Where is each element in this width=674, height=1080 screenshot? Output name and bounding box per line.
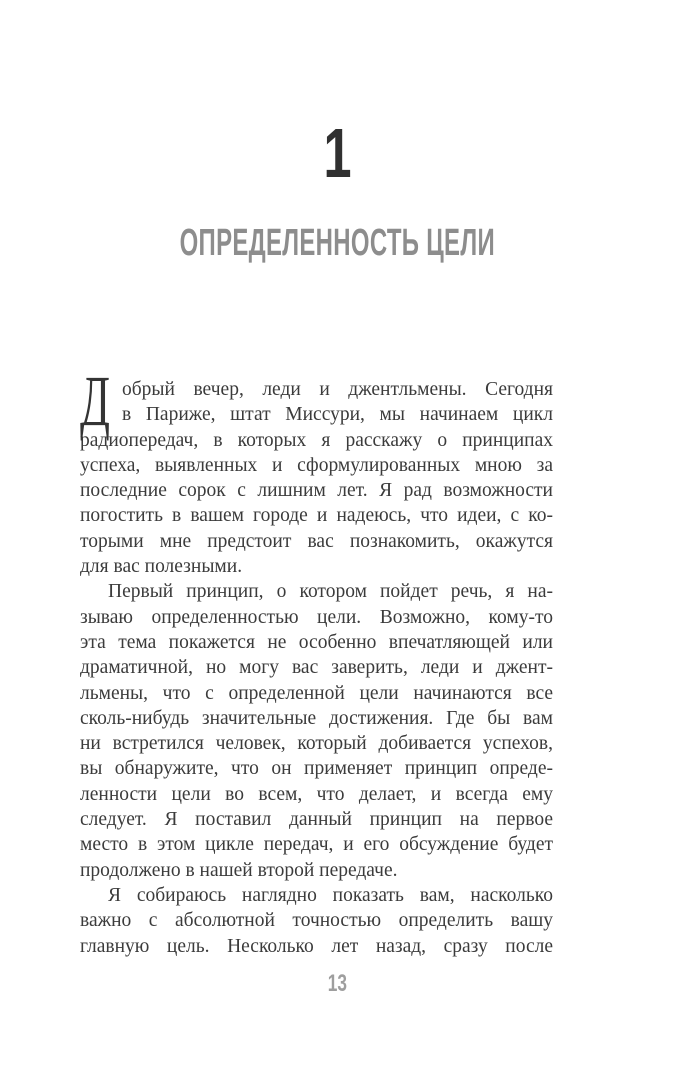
text-line: для вас полезными.: [80, 556, 243, 578]
text-line: в Париже, штат Миссури, мы начинаем цикл: [122, 404, 553, 426]
chapter-title-text: ОПРЕДЕЛЕННОСТЬ ЦЕЛИ: [179, 222, 495, 264]
chapter-number-text: 1: [322, 114, 352, 192]
body-text: [80, 361, 553, 959]
text-line: вы обнаружите, что он применяет принцип опреде-: [80, 758, 553, 780]
dropcap-letter: [80, 361, 117, 441]
text-line: место в этом цикле передач, и его обсуждение будет: [80, 834, 553, 856]
text-line: радиопередач, в которых я расскажу о принципах: [80, 429, 553, 451]
paragraph: [80, 361, 553, 579]
text-line: продолжено в нашей второй передаче.: [80, 859, 398, 881]
text-line: Первый принцип, о котором пойдет речь, я на-: [108, 581, 553, 603]
text-line: ни встретился человек, который добивается успехов,: [80, 733, 553, 755]
chapter-number: [0, 114, 674, 192]
text-line: льмены, что с определенной цели начинаются все: [80, 682, 553, 704]
text-line: торыми мне предстоит вас познакомить, окажутся: [80, 530, 553, 552]
text-line: погостить в вашем городе и надеюсь, что идеи, с ко-: [80, 505, 553, 527]
text-line: ленности цели во всем, что делает, и всегда ему: [80, 783, 553, 805]
chapter-title: [0, 224, 674, 262]
text-line: драматичной, но могу вас заверить, леди и джент-: [80, 657, 553, 679]
paragraph: [80, 883, 553, 959]
paragraph: [80, 579, 553, 883]
text-line: Я собираюсь наглядно показать вам, насколько: [108, 884, 553, 906]
text-line: эта тема покажется не особенно впечатляющей или: [80, 631, 553, 653]
text-line: следует. Я поставил данный принцип на первое: [80, 809, 553, 831]
page-number-text: 13: [327, 970, 347, 997]
text-line: сколь-нибудь значительные достижения. Где бы вам: [80, 707, 553, 729]
text-line: важно с абсолютной точностью определить вашу: [80, 910, 553, 932]
text-line: обрый вечер, леди и джентльмены. Сегодня: [122, 379, 553, 400]
text-line: последние сорок с лишним лет. Я рад возможности: [80, 480, 553, 502]
text-line: зываю определенностью цели. Возможно, кому-то: [80, 606, 553, 628]
dropcap-text: Д: [80, 361, 110, 441]
page-number: [0, 972, 674, 996]
text-line: успеха, выявленных и сформулированных мною за: [80, 454, 553, 476]
text-line: главную цель. Несколько лет назад, сразу после: [80, 935, 553, 957]
